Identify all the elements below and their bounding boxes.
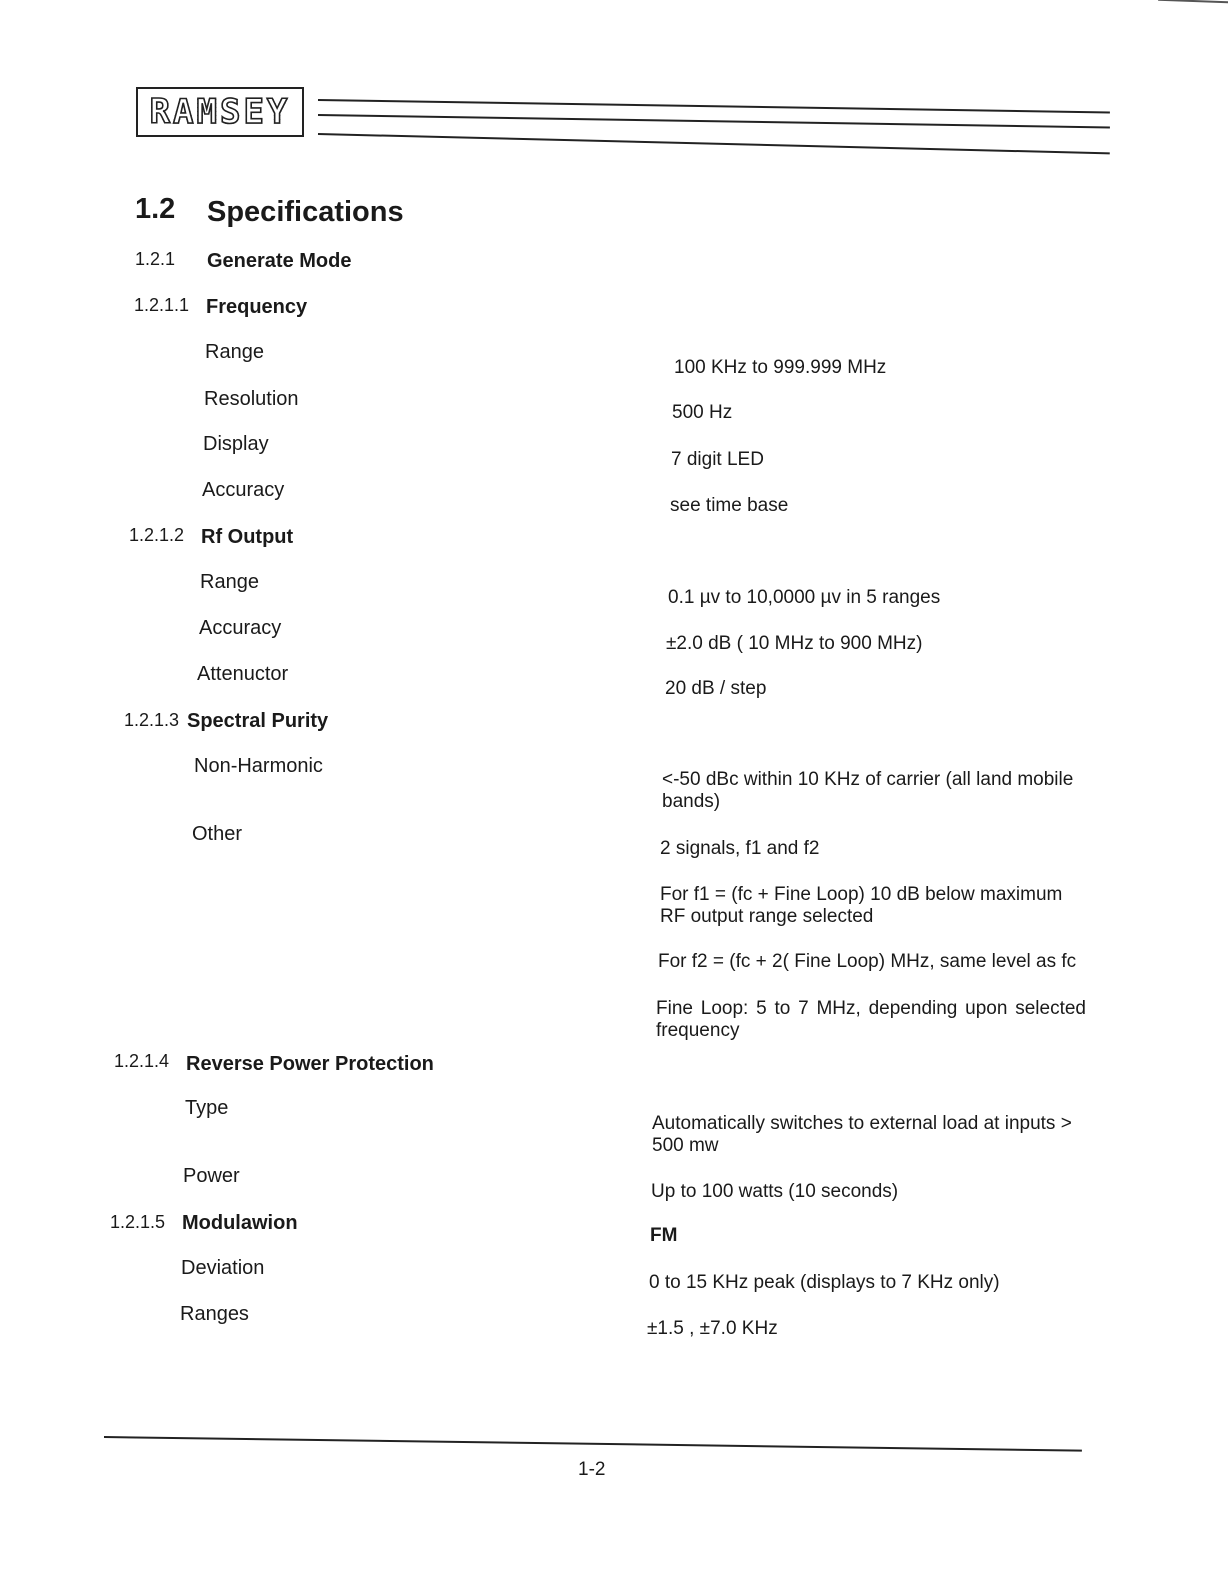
- frequency-display-label: Display: [203, 433, 269, 455]
- section-title: Specifications: [207, 196, 404, 228]
- rf-range-label: Range: [200, 571, 259, 593]
- subsection-title: Generate Mode: [207, 250, 352, 272]
- reverse-power-type-value: Automatically switches to external load at inputs > 500 mw: [652, 1113, 1072, 1156]
- page-number: 1-2: [578, 1459, 606, 1480]
- subsection-number: 1.2.1: [135, 249, 176, 269]
- reverse-power-power-label: Power: [183, 1165, 240, 1187]
- section-number: 1.2: [135, 193, 176, 225]
- rf-accuracy-value: ±2.0 dB ( 10 MHz to 900 MHz): [666, 633, 923, 654]
- header-rule-3: [318, 133, 1110, 154]
- rf-output-number: 1.2.1.2: [129, 525, 185, 545]
- reverse-power-type-label: Type: [185, 1097, 229, 1119]
- frequency-number: 1.2.1.1: [134, 295, 190, 315]
- other-value-f1: For f1 = (fc + Fine Loop) 10 dB below maximum RF output range selected: [660, 884, 1063, 927]
- frequency-resolution-label: Resolution: [204, 388, 299, 410]
- frequency-display-value: 7 digit LED: [671, 449, 764, 470]
- modulation-number: 1.2.1.5: [110, 1212, 166, 1232]
- ramsey-logo: [136, 87, 304, 137]
- rf-accuracy-label: Accuracy: [199, 617, 282, 639]
- header-rule-1: [318, 99, 1110, 113]
- frequency-accuracy-value: see time base: [670, 495, 789, 516]
- footer-rule: [104, 1436, 1082, 1452]
- other-value-signals: 2 signals, f1 and f2: [660, 838, 820, 859]
- spectral-purity-title: Spectral Purity: [187, 710, 329, 732]
- reverse-power-number: 1.2.1.4: [114, 1051, 170, 1071]
- modulation-mode: FM: [650, 1225, 678, 1246]
- deviation-label: Deviation: [181, 1257, 265, 1279]
- other-value-fine-loop: Fine Loop: 5 to 7 MHz, depending upon selected frequency: [656, 998, 1086, 1041]
- modulation-title: Modulawion: [182, 1212, 298, 1234]
- rf-attenuator-label: Attenuctor: [197, 663, 289, 685]
- rf-output-title: Rf Output: [201, 526, 294, 548]
- frequency-title: Frequency: [206, 296, 308, 318]
- logo-text: RAMSEY: [149, 92, 291, 132]
- rf-attenuator-value: 20 dB / step: [665, 678, 767, 699]
- frequency-accuracy-label: Accuracy: [202, 479, 285, 501]
- other-label: Other: [192, 823, 243, 845]
- reverse-power-power-value: Up to 100 watts (10 seconds): [651, 1181, 899, 1202]
- spectral-purity-number: 1.2.1.3: [124, 710, 180, 730]
- frequency-range-label: Range: [205, 341, 264, 363]
- frequency-resolution-value: 500 Hz: [672, 402, 733, 423]
- header-rule-2: [318, 114, 1110, 128]
- ranges-value: ±1.5 , ±7.0 KHz: [647, 1318, 778, 1339]
- reverse-power-title: Reverse Power Protection: [186, 1053, 434, 1075]
- other-value-f2: For f2 = (fc + 2( Fine Loop) MHz, same level as fc: [658, 951, 1077, 972]
- frequency-range-value: 100 KHz to 999.999 MHz: [674, 357, 887, 378]
- non-harmonic-label: Non-Harmonic: [194, 755, 323, 777]
- ranges-label: Ranges: [180, 1303, 249, 1325]
- rf-range-value: 0.1 µv to 10,0000 µv in 5 ranges: [668, 587, 941, 608]
- deviation-value: 0 to 15 KHz peak (displays to 7 KHz only): [649, 1272, 1000, 1293]
- non-harmonic-value: <-50 dBc within 10 KHz of carrier (all land mobile bands): [662, 769, 1074, 812]
- scan-edge-mark: [1158, 0, 1228, 9]
